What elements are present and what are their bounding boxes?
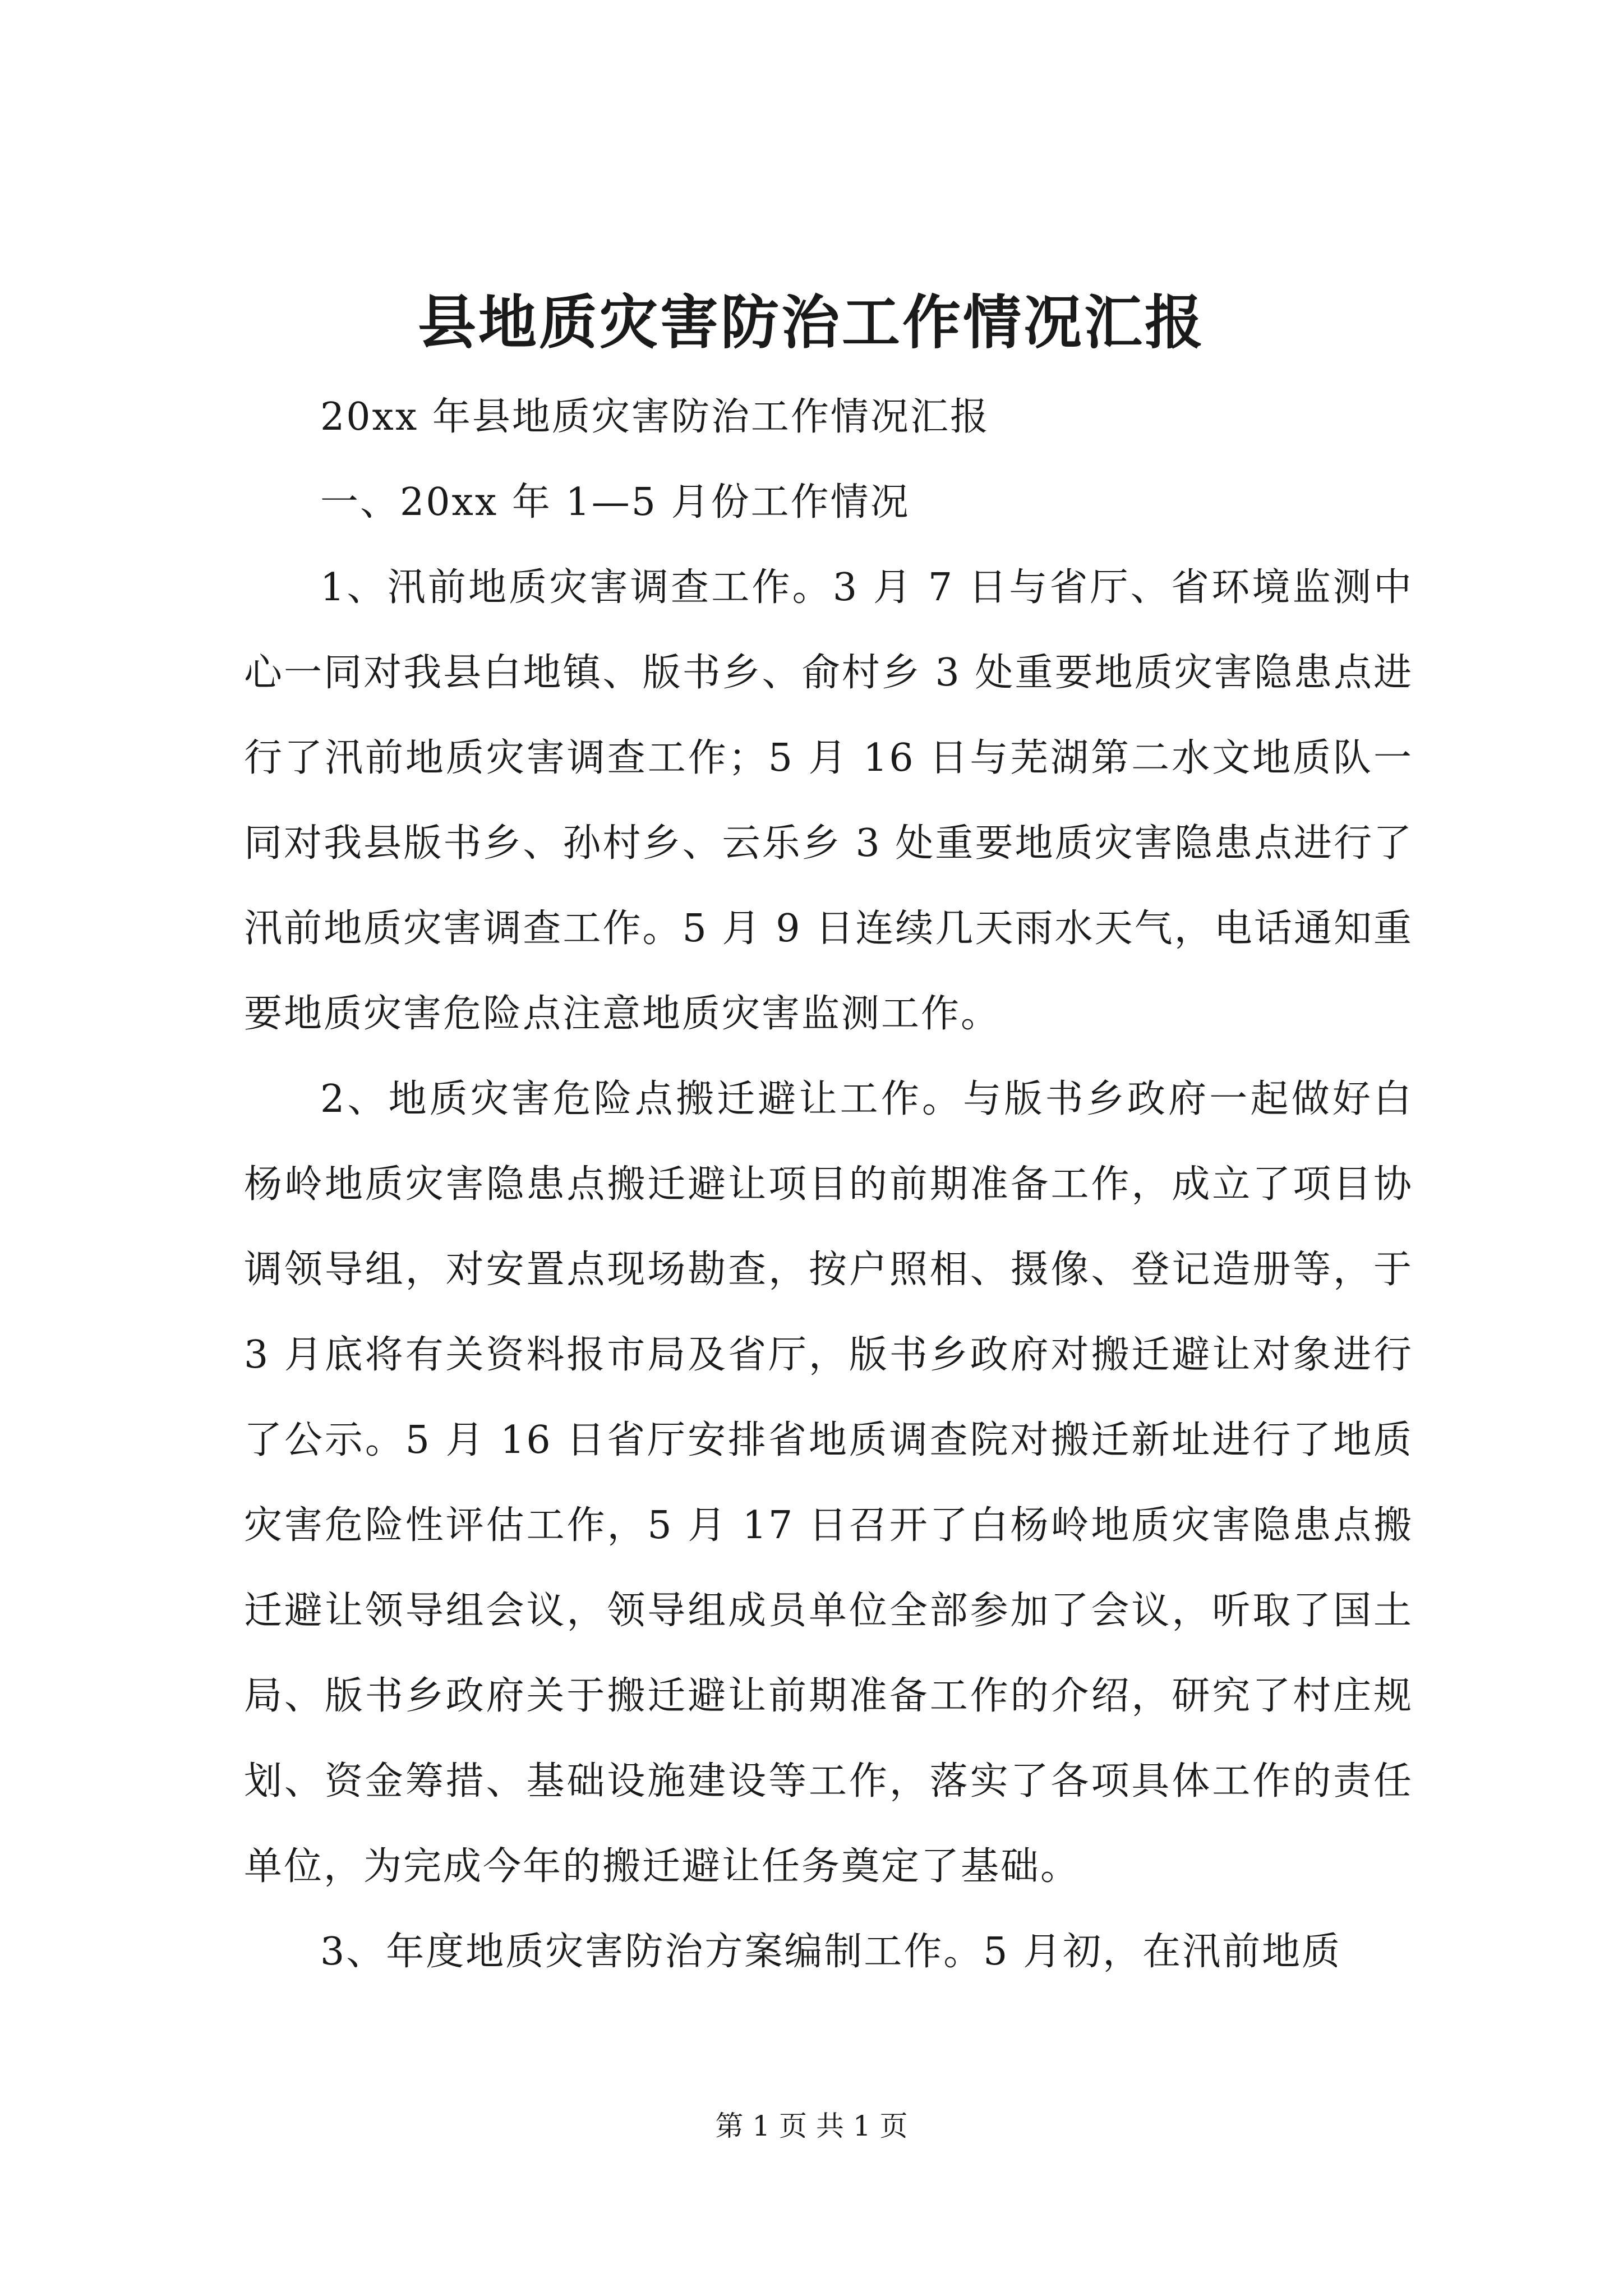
document-title: 县地质灾害防治工作情况汇报 (417, 288, 1205, 357)
paragraph-item-1: 1、汛前地质灾害调查工作。3 月 7 日与省厅、省环境监测中心一同对我县白地镇、版书乡、俞村乡 3 处重要地质灾害隐患点进行了汛前地质灾害调查工作；5 月 16 日与芜湖第二水文地质队一同对我县版书乡、孙村乡、云乐乡 3 处重要地质灾害隐患点进行了汛前地质灾害调查工作。5 月 9 日连续几天雨水天气，电话通知重要地质灾害危险点注意地质灾害监测工作。 (244, 565, 1413, 1036)
page-number-footer: 第 1 页 共 1 页 (715, 2110, 908, 2142)
paragraph-item-2: 2、地质灾害危险点搬迁避让工作。与版书乡政府一起做好白杨岭地质灾害隐患点搬迁避让项目的前期准备工作，成立了项目协调领导组，对安置点现场勘查，按户照相、摄像、登记造册等，于 3 月底将有关资料报市局及省厅，版书乡政府对搬迁避让对象进行了公示。5 月 16 日省厅安排省地质调查院对搬迁新址进行了地质灾害危险性评估工作，5 月 17 日召开了白杨岭地质灾害隐患点搬迁避让领导组会议，领导组成员单位全部参加了会议，听取了国土局、版书乡政府关于搬迁避让前期准备工作的介绍，研究了村庄规划、资金筹措、基础设施建设等工作，落实了各项具体工作的责任单位，为完成今年的搬迁避让任务奠定了基础。 (244, 1077, 1413, 1889)
paragraph-subtitle: 20xx 年县地质灾害防治工作情况汇报 (320, 395, 990, 439)
document-body (244, 375, 1413, 1995)
paragraph-section-heading: 一、20xx 年 1—5 月份工作情况 (320, 480, 910, 524)
paragraph-item-3: 3、年度地质灾害防治方案编制工作。5 月初，在汛前地质 (320, 1930, 1342, 1974)
